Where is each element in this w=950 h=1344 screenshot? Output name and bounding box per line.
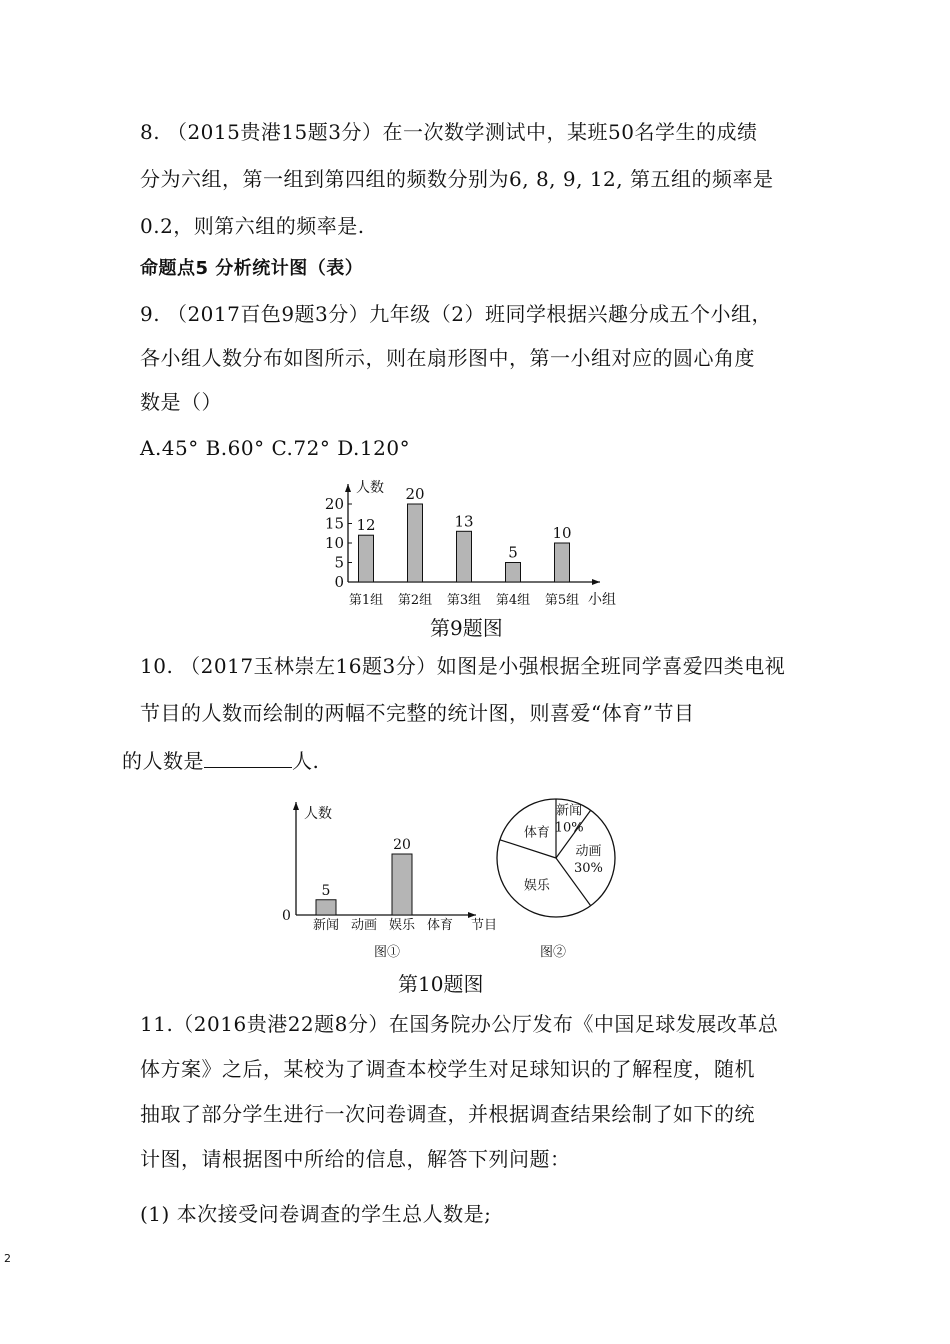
fig9-bar-value-label: 20 — [405, 485, 425, 503]
fig10-pie-label: 图② — [540, 945, 567, 960]
fig9-y-tick-label: 0 — [334, 573, 344, 591]
fig10-category-label: 动画 — [350, 918, 378, 933]
fig9-y-arrow — [345, 484, 351, 492]
fig9-category-label: 第5组 — [544, 593, 580, 608]
fig10-pie-slice-percent: 10% — [554, 820, 584, 836]
fig9-bar — [359, 535, 374, 582]
q10-line-3-prefix: 的人数是 — [122, 749, 204, 773]
q11-line-4: 计图，请根据图中所给的信息，解答下列问题： — [140, 1147, 571, 1171]
fig9-y-tick-label: 10 — [324, 534, 344, 552]
fig9-category-label: 第1组 — [348, 593, 384, 608]
q11-line-1: 11.（2016贵港22题8分）在国务院办公厅发布《中国足球发展改革总 — [140, 1012, 779, 1036]
fig10-pie-slice-percent: 30% — [573, 861, 603, 876]
fig9-bar — [457, 531, 472, 582]
q9-options: A.45° B.60° C.72° D.120° — [140, 436, 411, 460]
fig10-bar-value-label: 20 — [393, 837, 411, 853]
fig10-pie-slice-label: 新闻 — [556, 803, 583, 819]
fig10-bar-label: 图① — [374, 945, 401, 960]
fig9-bar — [408, 504, 423, 582]
q9-line-2: 各小组人数分布如图所示，则在扇形图中，第一小组对应的圆心角度 — [140, 346, 755, 370]
fig9-category-label: 第2组 — [397, 593, 433, 608]
fig10-pie-divider — [500, 840, 556, 858]
q8-line-2: 分为六组，第一组到第四组的频数分别为6, 8, 9, 12, 第五组的频率是 — [140, 167, 774, 191]
fig10-caption: 第10题图 — [398, 972, 484, 996]
fig10-figure — [278, 790, 618, 965]
fig9-bar-value-label: 10 — [552, 524, 572, 542]
fig10-y-arrow — [293, 802, 299, 810]
fig9-bar — [555, 543, 570, 582]
fig9-bar-chart — [320, 478, 630, 610]
q9-line-3: 数是（） — [140, 390, 222, 414]
fig9-bar — [506, 563, 521, 583]
fig9-bar-value-label: 12 — [356, 516, 376, 535]
q10-line-3-suffix: 人. — [292, 749, 320, 773]
q8-line-1: 8. （2015贵港15题3分）在一次数学测试中，某班50名学生的成绩 — [140, 120, 758, 144]
q11-line-3: 抽取了部分学生进行一次问卷调查，并根据调查结果绘制了如下的统 — [140, 1102, 755, 1126]
fig10-bar-value-label: 5 — [321, 882, 331, 899]
fig9-y-tick-label: 20 — [324, 495, 344, 513]
fig10-category-label: 娱乐 — [388, 918, 416, 933]
fig10-category-label: 新闻 — [312, 918, 340, 933]
page-number: 2 — [4, 1252, 11, 1265]
fig9-x-axis-label: 小组 — [588, 592, 616, 608]
fig9-bar-value-label: 5 — [508, 543, 518, 562]
fig10-origin-label: 0 — [282, 908, 291, 924]
fig9-bar-value-label: 13 — [454, 512, 474, 531]
fig9-y-tick-label: 5 — [334, 553, 344, 572]
fig9-x-arrow — [592, 579, 600, 585]
q11-line-2: 体方案》之后，某校为了调查本校学生对足球知识的了解程度，随机 — [140, 1057, 755, 1081]
fig10-y-axis-label: 人数 — [304, 806, 332, 822]
fig9-category-label: 第3组 — [446, 593, 482, 608]
answer-blank[interactable] — [204, 747, 292, 768]
fig10-pie-slice-label: 体育 — [523, 825, 550, 841]
q9-line-1: 9. （2017百色9题3分）九年级（2）班同学根据兴趣分成五个小组， — [140, 302, 773, 326]
fig10-pie-slice-label: 娱乐 — [523, 878, 550, 894]
fig10-bar — [316, 900, 336, 915]
q11-sub-1: (1) 本次接受问卷调查的学生总人数是; — [140, 1202, 492, 1226]
fig9-category-label: 第4组 — [495, 593, 531, 608]
fig10-x-axis-label: 节目 — [471, 918, 498, 933]
section-heading: 命题点5 分析统计图（表） — [140, 258, 364, 279]
fig10-category-label: 体育 — [426, 918, 454, 933]
fig9-y-axis-label: 人数 — [356, 480, 384, 496]
fig10-pie-slice-label: 动画 — [575, 844, 602, 859]
fig9-caption: 第9题图 — [430, 616, 503, 640]
q8-line-3: 0.2，则第六组的频率是. — [140, 214, 365, 238]
q10-line-2: 节目的人数而绘制的两幅不完整的统计图，则喜爱“体育”节目 — [140, 701, 695, 725]
q10-line-1: 10. （2017玉林崇左16题3分）如图是小强根据全班同学喜爱四类电视 — [140, 654, 786, 678]
fig9-y-tick-label: 15 — [324, 514, 344, 533]
fig10-bar — [392, 854, 412, 915]
q10-line-3 — [122, 747, 319, 775]
